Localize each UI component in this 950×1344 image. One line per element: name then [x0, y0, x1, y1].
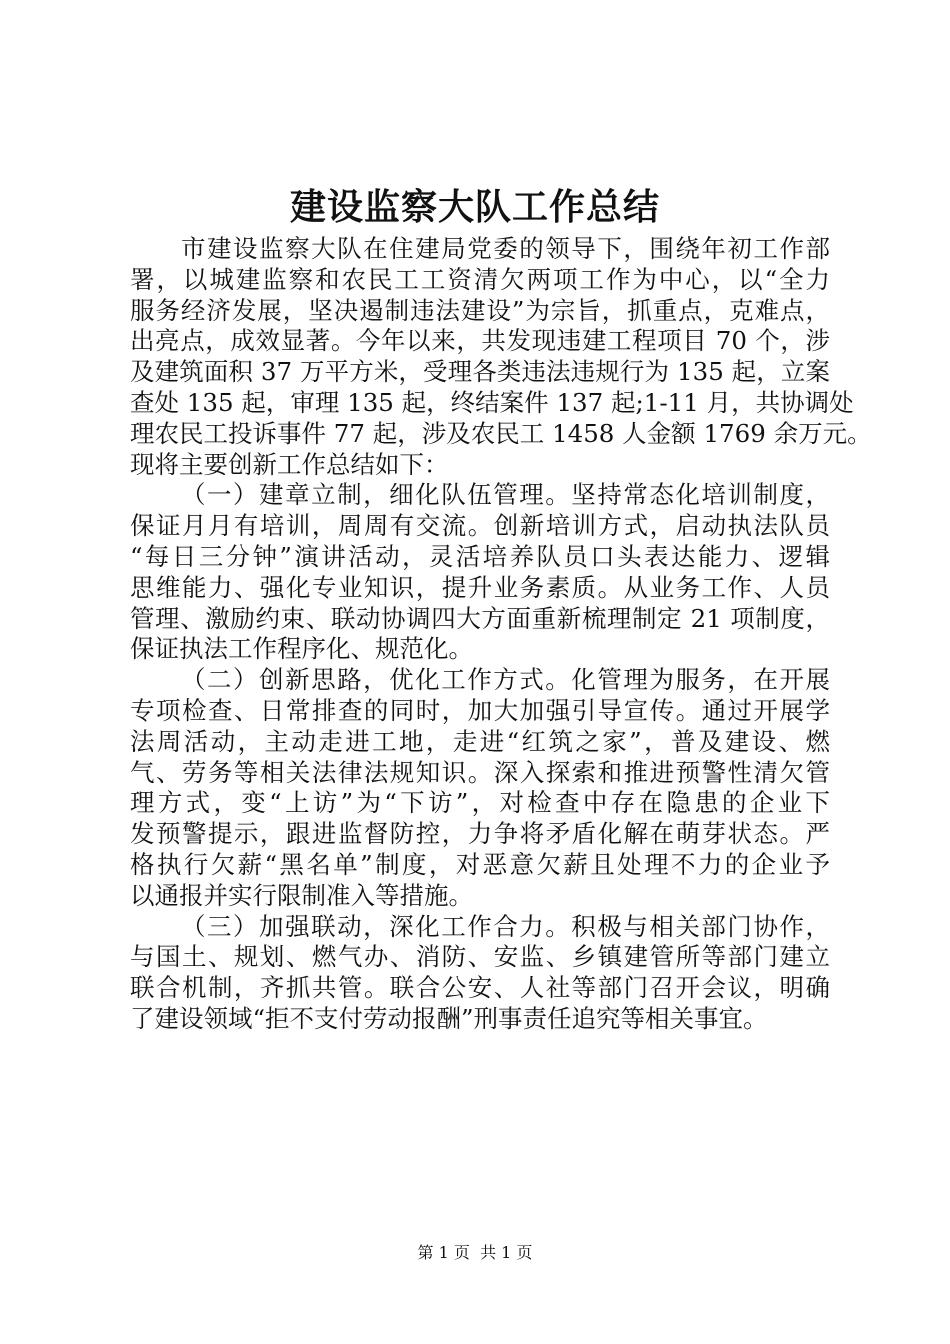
paragraph-line: （三）加强联动，深化工作合力。积极与相关部门协作，	[181, 911, 830, 941]
paragraph-line: 思维能力、强化专业知识，提升业务素质。从业务工作、人员	[130, 572, 830, 602]
paragraph-line: 服务经济发展，坚决遏制违法建设”为宗旨，抓重点，克难点，	[130, 295, 830, 325]
paragraph-line: 署，以城建监察和农民工工资清欠两项工作为中心，以“全力	[130, 264, 830, 294]
paragraph-line: 发预警提示，跟进监督防控，力争将矛盾化解在萌芽状态。严	[130, 819, 830, 849]
paragraph-line: 及建筑面积 37 万平方米，受理各类违法违规行为 135 起，立案	[130, 357, 830, 387]
paragraph-line: 出亮点，成效显著。今年以来，共发现违建工程项目 70 个，涉	[130, 326, 830, 356]
page-footer	[0, 1241, 950, 1265]
paragraph-line: 保证执法工作程序化、规范化。	[130, 634, 473, 664]
document-title: 建设监察大队工作总结	[289, 187, 660, 228]
paragraph	[130, 234, 872, 480]
paragraph-line: 与国土、规划、燃气办、消防、安监、乡镇建管所等部门建立	[130, 942, 830, 972]
paragraph-line: 联合机制，齐抓共管。联合公安、人社等部门召开会议，明确	[130, 973, 830, 1003]
paragraph-line: （二）创新思路，优化工作方式。化管理为服务，在开展	[181, 665, 830, 695]
page-number-total: 共 1 页	[480, 1243, 533, 1262]
paragraph-line: “每日三分钟”演讲活动，灵活培养队员口头表达能力、逻辑	[130, 541, 830, 571]
paragraph	[130, 480, 830, 665]
document-body	[130, 234, 872, 1035]
paragraph-line: 理农民工投诉事件 77 起，涉及农民工 1458 人金额 1769 余万元。	[130, 418, 872, 448]
paragraph-line: 市建设监察大队在住建局党委的领导下，围绕年初工作部	[181, 234, 830, 263]
paragraph-line: 查处 135 起，审理 135 起，终结案件 137 起;1-11 月，共协调处	[130, 387, 854, 417]
paragraph-line: 格执行欠薪“黑名单”制度，对恶意欠薪且处理不力的企业予	[130, 849, 830, 879]
paragraph-line: 以通报并实行限制准入等措施。	[130, 880, 473, 910]
page-number-current: 第 1 页	[417, 1243, 470, 1262]
paragraph-line: （一）建章立制，细化队伍管理。坚持常态化培训制度，	[181, 480, 830, 510]
paragraph-line: 气、劳务等相关法律法规知识。深入探索和推进预警性清欠管	[130, 757, 830, 787]
paragraph-line: 专项检查、日常排查的同时，加大加强引导宣传。通过开展学	[130, 695, 830, 725]
paragraph-line: 法周活动，主动走进工地，走进“红筑之家”，普及建设、燃	[130, 726, 830, 756]
paragraph	[130, 665, 830, 911]
paragraph-line: 管理、激励约束、联动协调四大方面重新梳理制定 21 项制度，	[130, 603, 830, 633]
paragraph-line: 理方式，变“上访”为“下访”，对检查中存在隐患的企业下	[130, 788, 830, 818]
paragraph-line: 现将主要创新工作总结如下：	[130, 449, 449, 479]
paragraph-line: 了建设领域“拒不支付劳动报酬”刑事责任追究等相关事宜。	[130, 1003, 768, 1033]
paragraph	[130, 912, 830, 1035]
paragraph-line: 保证月月有培训，周周有交流。创新培训方式，启动执法队员	[130, 511, 830, 541]
